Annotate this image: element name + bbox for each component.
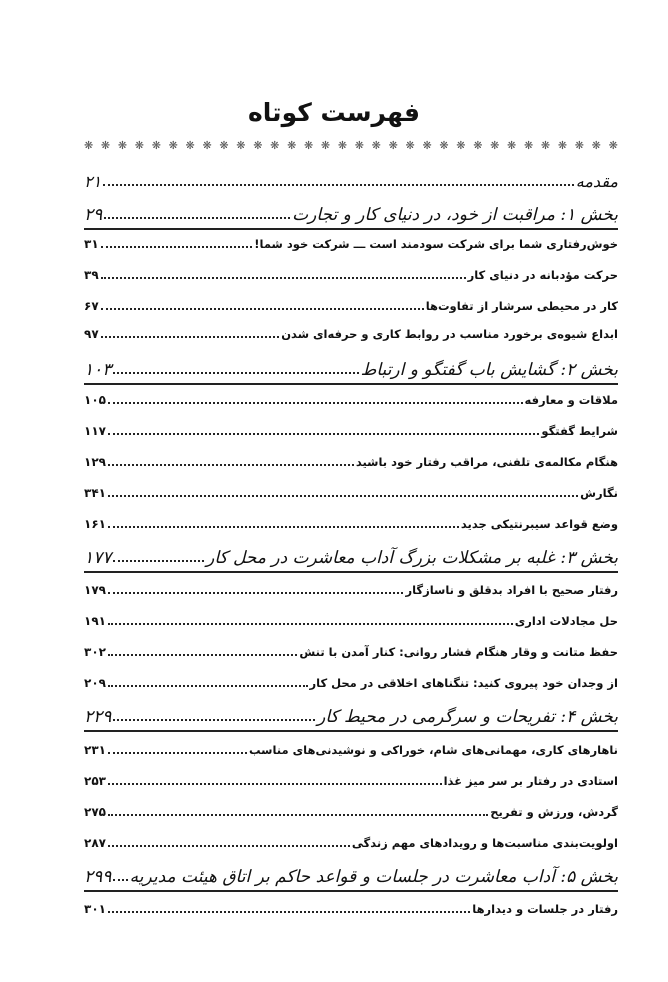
ornament-glyph: ❋ [422,140,432,152]
ornament-glyph: ❋ [608,140,618,152]
toc-entry [84,327,618,341]
dot-leader [108,592,404,594]
toc-entry-label: از وجدان خود پیروی کنید: تنگناهای اخلاقی در محل کار [309,676,618,690]
ornament-glyph: ❋ [540,140,551,152]
toc-entry [84,393,618,407]
toc-entry [84,676,618,690]
ornament-glyph: ❋ [523,140,534,152]
ornament-glyph: ❋ [168,140,178,152]
dot-leader [103,184,574,186]
ornament-glyph: ❋ [405,140,415,152]
dot-leader [108,845,350,847]
dot-leader [113,719,315,721]
toc-entry [84,424,618,438]
ornament-glyph: ❋ [270,140,280,152]
toc-entry [84,836,618,850]
dot-leader [108,402,523,404]
dot-leader [108,654,297,656]
toc-entry [84,517,618,531]
ornament-glyph: ❋ [557,140,568,152]
toc-page-number: ۳۴۱ [84,486,106,500]
dot-leader [108,783,442,785]
toc-entry [84,743,618,757]
ornament-glyph: ❋ [151,140,161,152]
dot-leader [101,277,466,279]
toc-page-number: ۱۷۷ [84,548,112,568]
toc-page-number: ۱۷۹ [84,583,106,597]
toc-part-entry [84,360,618,385]
toc-entry-label: بخش ۱: مراقبت از خود، در دنیای کار و تجارت [292,205,618,225]
ornament-glyph: ❋ [236,140,246,152]
ornament-glyph: ❋ [287,140,297,152]
toc-entry [84,645,618,659]
toc-entry-label: کار در محیطی سرشار از تفاوت‌ها [425,299,618,313]
dot-leader [113,879,127,881]
toc-entry-label: رفتار صحیح با افراد بدقلق و ناسازگار [405,583,618,597]
toc-entry [84,583,618,597]
ornament-glyph: ❋ [574,140,584,152]
toc-entry-label: وضع قواعد سیبرنتیکی جدید [460,517,618,531]
dot-leader [108,814,488,816]
dot-leader [108,464,354,466]
ornament-glyph: ❋ [371,140,381,152]
toc-page-number: ۱۲۹ [84,455,106,469]
toc-entry-label: حفظ متانت و وقار هنگام فشار روانی: کنار آمدن با تنش [299,645,618,659]
toc-page-number: ۱۱۷ [84,424,106,438]
toc-entry-label: مقدمه [575,172,618,191]
ornament-glyph: ❋ [439,140,449,152]
ornament-glyph: ❋ [134,140,144,152]
ornament-glyph: ❋ [253,140,263,152]
dot-leader [108,526,459,528]
toc-page-number: ۱۹۱ [84,614,106,628]
ornament-glyph: ❋ [591,140,601,152]
toc-entry [84,614,618,628]
ornament-glyph: ❋ [117,140,128,152]
ornament-glyph: ❋ [185,140,195,152]
toc-page-number: ۲۵۳ [84,774,106,788]
dot-leader [108,623,513,625]
toc-page-number: ۲۱ [84,172,102,191]
toc-part-entry [84,548,618,573]
toc-entry-label: نگارش [580,486,618,500]
toc-entry-label: ابداع شیوه‌ی برخورد مناسب در روابط کاری و حرفه‌ای شدن [281,327,618,341]
toc-page-number: ۱۰۳ [84,360,112,380]
toc-entry [84,237,618,251]
ornament-glyph: ❋ [388,140,398,152]
toc-entry-label: ناهارهای کاری، مهمانی‌های شام، خوراکی و نوشیدنی‌های مناسب [249,743,618,757]
toc-page-number: ۶۷ [84,299,99,313]
toc-page-number: ۹۷ [84,327,99,341]
dot-leader [108,911,470,913]
toc-entry-label: استادی در رفتار بر سر میز غذا [443,774,618,788]
toc-page-number: ۳۱ [84,237,99,251]
toc-page-number: ۲۷۵ [84,805,106,819]
toc-entry-label: شرایط گفتگو [541,424,618,438]
ornament-rule [84,140,618,152]
ornament-glyph: ❋ [303,140,314,152]
toc-entry-label: بخش ۳: غلبه بر مشکلات بزرگ آداب معاشرت در محل کار [206,548,618,568]
ornament-glyph: ❋ [100,140,111,152]
ornament-glyph: ❋ [507,140,517,152]
toc-entry [84,902,618,916]
dot-leader [108,752,247,754]
ornament-glyph: ❋ [490,140,500,152]
toc-entry-label: حل مجادلات اداری [514,614,618,628]
ornament-glyph: ❋ [337,140,348,152]
dot-leader [108,495,578,497]
ornament-glyph: ❋ [202,140,212,152]
toc-entry-label: حرکت مؤدبانه در دنیای کار [467,268,618,282]
ornament-glyph: ❋ [320,140,331,152]
toc-page-number: ۲۹۹ [84,867,112,887]
toc-page-number: ۲۰۹ [84,676,106,690]
toc-entry-label: خوش‌رفتاری شما برای شرکت سودمند است ـــ شرکت خود شما! [254,237,618,251]
toc-entry-label: بخش ۵: آداب معاشرت در جلسات و قواعد حاکم بر اتاق هیئت مدیریه [129,867,618,887]
toc-page-number: ۱۰۵ [84,393,106,407]
toc-entry-label: گردش، ورزش و تفریح [490,805,618,819]
ornament-glyph: ❋ [84,140,94,152]
toc-page-number: ۲۲۹ [84,707,112,727]
dot-leader [113,560,204,562]
toc-entry [84,299,618,313]
toc-entry [84,805,618,819]
dot-leader [104,217,290,219]
toc-page-number: ۲۸۷ [84,836,106,850]
toc-entry-label: هنگام مکالمه‌ی تلفنی، مراقب رفتار خود باشید [355,455,618,469]
toc-entry-label: اولویت‌بندی مناسبت‌ها و رویدادهای مهم زندگی [351,836,618,850]
toc-part-entry [84,205,618,230]
dot-leader [113,372,358,374]
ornament-glyph: ❋ [456,140,466,152]
toc-entry-label: بخش ۴: تفریحات و سرگرمی در محیط کار [317,707,618,727]
toc-intro-entry [84,172,618,191]
toc-entry-label: ملاقات و معارفه [524,393,618,407]
page-title: فهرست کوتاه [248,98,420,127]
dot-leader [101,246,253,248]
dot-leader [101,308,424,310]
toc-part-entry [84,707,618,732]
dot-leader [108,433,539,435]
toc-page-number: ۳۹ [84,268,99,282]
toc-page-number: ۳۰۱ [84,902,106,916]
toc-page-number: ۲۳۱ [84,743,106,757]
toc-page-number: ۱۶۱ [84,517,106,531]
toc-entry [84,486,618,500]
ornament-glyph: ❋ [473,140,483,152]
toc-entry [84,455,618,469]
toc-page-number: ۲۹ [84,205,103,225]
dot-leader [101,336,280,338]
toc-entry-label: رفتار در جلسات و دیدارها [472,902,618,916]
toc-entry-label: بخش ۲: گشایش باب گفتگو و ارتباط [360,360,618,380]
ornament-glyph: ❋ [219,140,229,152]
dot-leader [108,685,308,687]
ornament-glyph: ❋ [354,140,364,152]
toc-part-entry [84,867,618,892]
toc-page-number: ۳۰۲ [84,645,106,659]
toc-entry [84,268,618,282]
toc-entry [84,774,618,788]
